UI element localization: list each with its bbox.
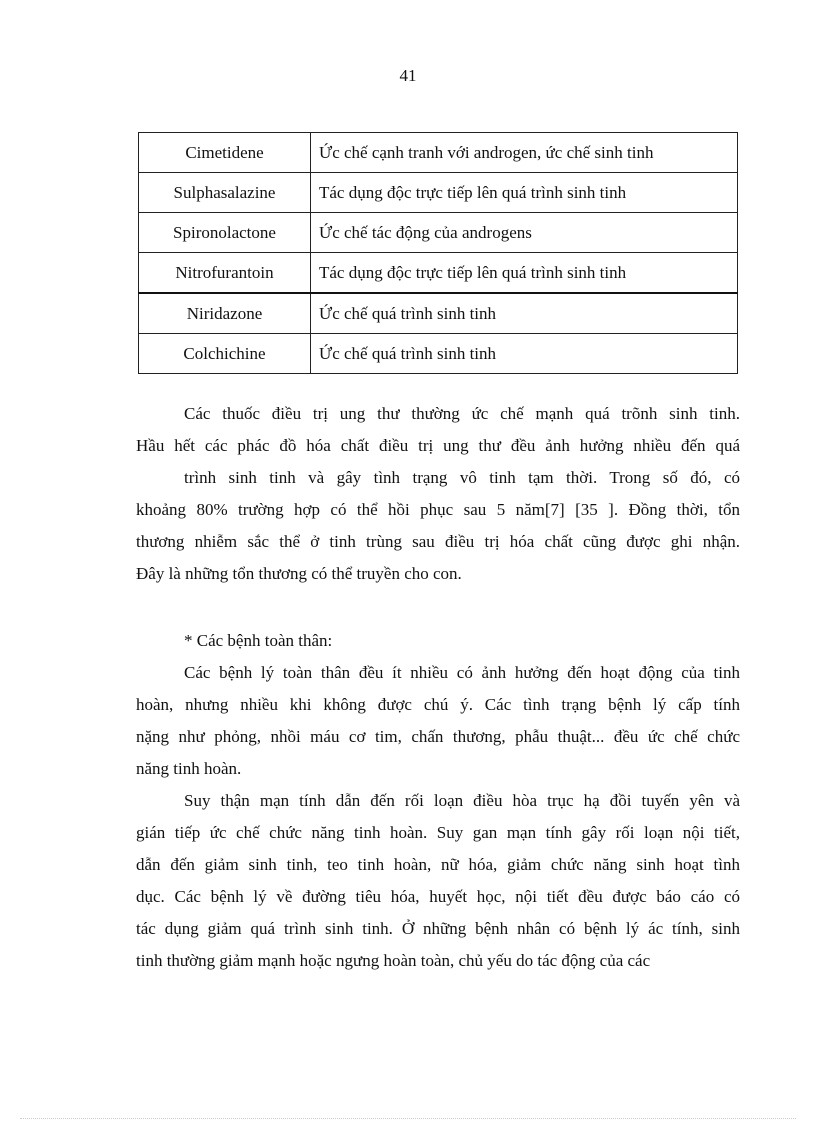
text-line: gián tiếp ức chế chức năng tinh hoàn. Suy gan mạn tính gây rối loạn nội tiết, xyxy=(136,823,740,842)
text-line: Các thuốc điều trị ung thư thường ức chế mạnh quá trõnh sinh tinh. xyxy=(184,404,740,423)
page-number: 41 xyxy=(399,66,417,85)
drug-effect-cell: Tác dụng độc trực tiếp lên quá trình sinh tinh xyxy=(311,173,738,213)
text-line: Suy thận mạn tính dẫn đến rối loạn điều hòa trục hạ đồi tuyến yên và xyxy=(184,791,740,810)
text-line: nặng như phỏng, nhồi máu cơ tim, chấn thương, phẫu thuật... đều ức chế chức xyxy=(136,727,740,746)
drug-name-cell: Spironolactone xyxy=(139,213,311,253)
table-row xyxy=(139,293,738,334)
drug-effect-cell: Tác dụng độc trực tiếp lên quá trình sinh tinh xyxy=(311,253,738,294)
drug-effect-cell: Ức chế cạnh tranh với androgen, ức chế sinh tinh xyxy=(311,133,738,173)
text-line: dẫn đến giảm sinh tinh, teo tinh hoàn, nữ hóa, giảm chức năng sinh hoạt tình xyxy=(136,855,740,874)
text-line: tác dụng giảm quá trình sinh tinh. Ở những bệnh nhân có bệnh lý ác tính, sinh xyxy=(136,919,740,938)
table-row xyxy=(139,253,738,294)
text-line: năng tinh hoàn. xyxy=(136,759,242,778)
section-heading xyxy=(136,625,740,657)
text-line: tinh thường giảm mạnh hoặc ngưng hoàn toàn, chủ yếu do tác động của các xyxy=(136,951,651,970)
table-row xyxy=(139,213,738,253)
paragraph-renal-hepatic xyxy=(136,785,740,977)
text-line: Hầu hết các phác đồ hóa chất điều trị ung thư đều ảnh hưởng nhiều đến quá xyxy=(136,436,740,455)
table-row xyxy=(139,334,738,374)
paragraph-systemic xyxy=(136,657,740,785)
text-line: Đây là những tổn thương có thể truyền cho con. xyxy=(136,564,462,583)
heading-systemic-diseases: * Các bệnh toàn thân: xyxy=(184,631,333,650)
table-row xyxy=(139,173,738,213)
drug-name-cell: Nitrofurantoin xyxy=(139,253,311,294)
page-bottom-divider xyxy=(20,1118,796,1119)
drug-name-cell: Niridazone xyxy=(139,293,311,334)
text-line: khoảng 80% trường hợp có thể hồi phục sau 5 năm[7] [35 ]. Đồng thời, tổn xyxy=(136,500,740,519)
drug-name-cell: Cimetidene xyxy=(139,133,311,173)
text-line: trình sinh tinh và gây tình trạng vô tinh tạm thời. Trong số đó, có xyxy=(184,468,740,487)
table-row xyxy=(139,133,738,173)
drug-effects-table xyxy=(138,132,738,374)
paragraph-chemotherapy xyxy=(136,398,740,590)
drug-name-cell: Sulphasalazine xyxy=(139,173,311,213)
drug-effect-cell: Ức chế tác động của androgens xyxy=(311,213,738,253)
drug-effect-cell: Ức chế quá trình sinh tinh xyxy=(311,293,738,334)
drug-effect-cell: Ức chế quá trình sinh tinh xyxy=(311,334,738,374)
text-line: hoàn, nhưng nhiều khi không được chú ý. Các tình trạng bệnh lý cấp tính xyxy=(136,695,740,714)
drug-name-cell: Colchichine xyxy=(139,334,311,374)
text-line: Các bệnh lý toàn thân đều ít nhiều có ảnh hưởng đến hoạt động của tinh xyxy=(184,663,740,682)
text-line: thương nhiễm sắc thể ở tinh trùng sau điều trị hóa chất cũng được ghi nhận. xyxy=(136,532,740,551)
text-line: dục. Các bệnh lý về đường tiêu hóa, huyết học, nội tiết đều được báo cáo có xyxy=(136,887,740,906)
